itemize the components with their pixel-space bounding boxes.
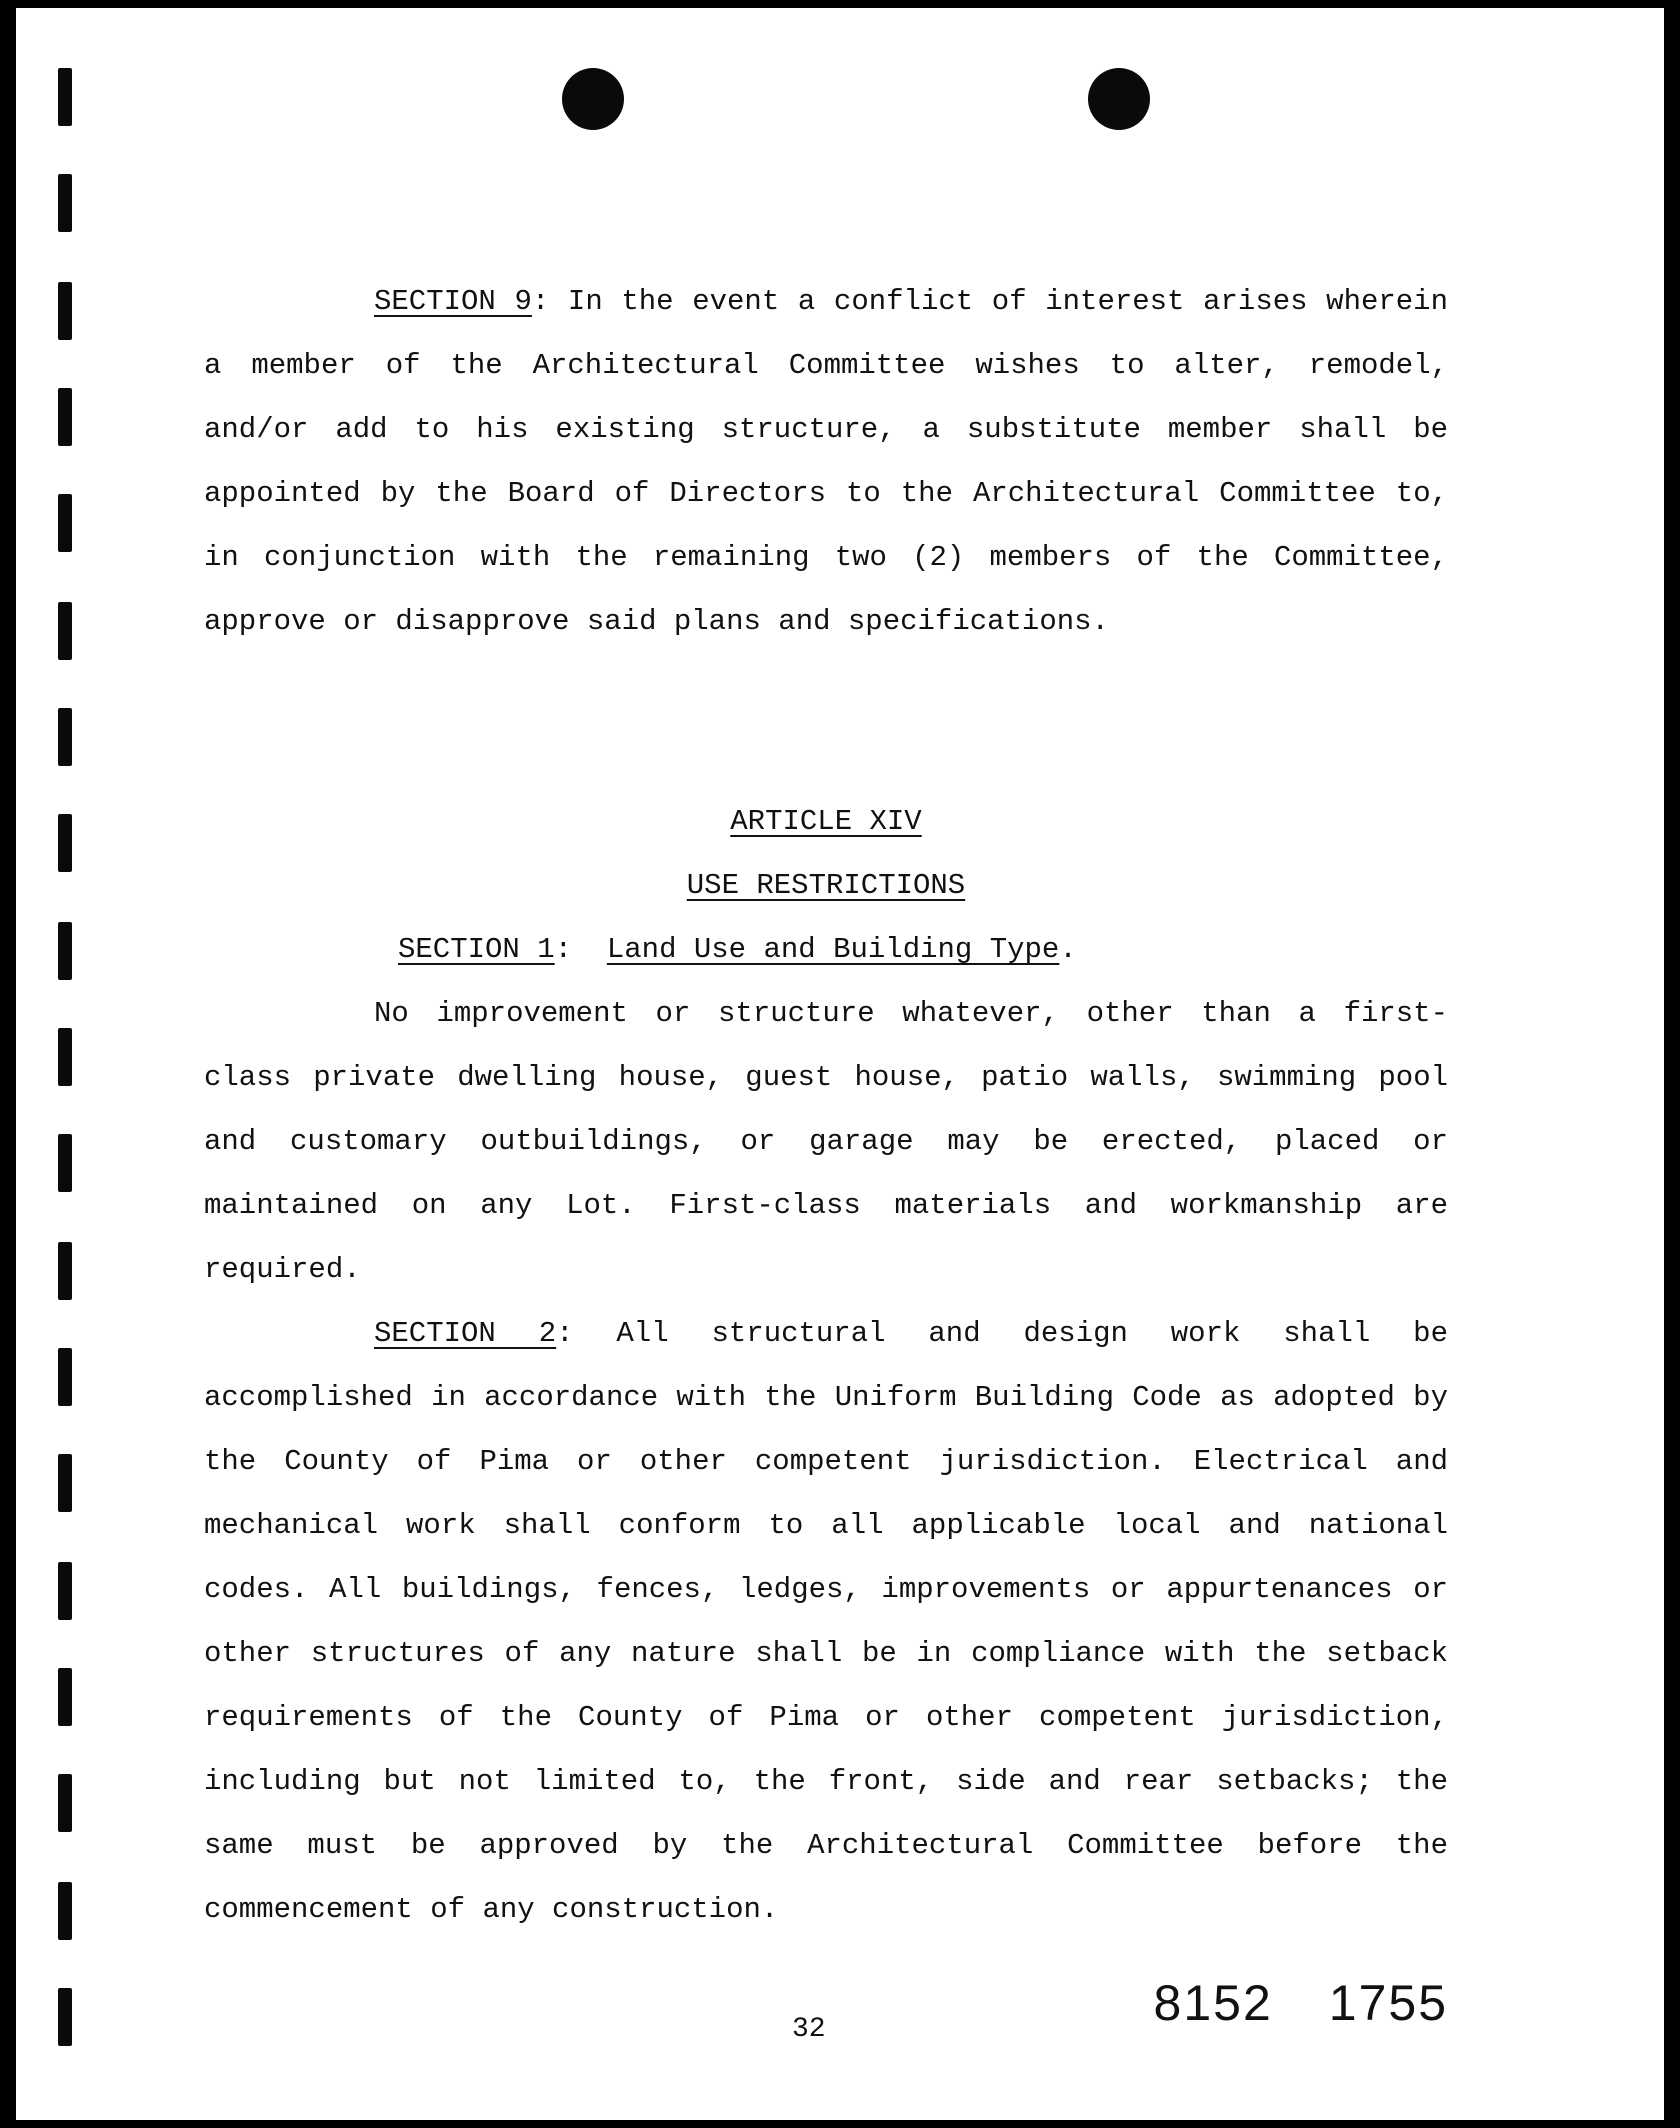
section-2-paragraph [204, 1302, 1448, 1942]
document-code-1: 8152 [1153, 1975, 1273, 2031]
section-1-body: No improvement or structure whatever, other than a first-class private dwelling house, guest house, patio walls, swimming pool and customary outbuildings, or garage may be erected, placed or maintained on any Lot. First-class materials and workmanship are required. [204, 997, 1448, 1286]
section-2-heading: SECTION 2 [374, 1317, 557, 1350]
article-xiv [204, 790, 1448, 1942]
punch-hole-left [562, 68, 624, 130]
section-9 [204, 270, 1448, 654]
section-1-period: . [1059, 933, 1077, 966]
section-2-body: : All structural and design work shall be accomplished in accordance with the Uniform Building Code as adopted by the County of Pima or other competent jurisdiction. Electrical and mechanical work shall conform to all applicable local and national codes. All buildings, fences, ledges, improvements or appurtenances or other structures of any nature shall be in compliance with the setback requirements of the County of Pima or other competent jurisdiction, including but not limited to, the front, side and rear setbacks; the same must be approved by the Architectural Committee before the commencement of any construction. [204, 1317, 1448, 1926]
section-1-heading: SECTION 1 [398, 933, 555, 966]
document-code [1154, 1974, 1448, 2032]
article-number: ARTICLE XIV [730, 805, 922, 838]
section-9-heading: SECTION 9 [374, 285, 532, 318]
punch-hole-right [1088, 68, 1150, 130]
section-9-body: : In the event a conflict of interest arises wherein a member of the Architectural Committee wishes to alter, remodel, and/or add to his existing structure, a substitute member shall be appointed by the Board of Directors to the Architectural Committee to, in conjunction with the remaining two (2) members of the Committee, approve or disapprove said plans and specifications. [204, 285, 1448, 638]
document-code-2: 1755 [1328, 1975, 1448, 2031]
article-title: USE RESTRICTIONS [686, 869, 966, 902]
page-number: 32 [792, 2014, 826, 2045]
section-1-subtitle: Land Use and Building Type [606, 933, 1060, 966]
section-1-colon: : [554, 933, 573, 966]
document-page [16, 8, 1664, 2120]
section-1-heading-line [204, 918, 1448, 982]
section-9-paragraph [204, 270, 1448, 654]
